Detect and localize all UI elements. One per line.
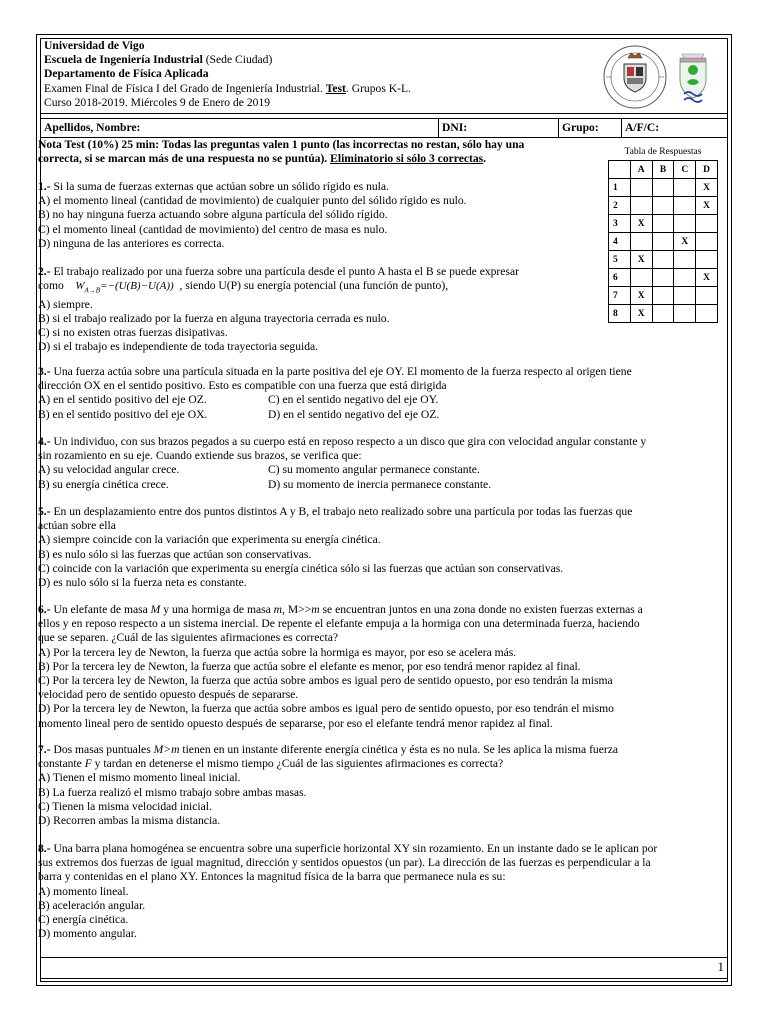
answer-cell[interactable]	[674, 197, 696, 215]
course-date: Curso 2018-2019. Miércoles 9 de Enero de 2019	[44, 95, 271, 109]
question-stem: 5.- En un desplazamiento entre dos puntos distintos A y B, el trabajo neto realizado sobre una partícula por todas las fuerzas que	[38, 505, 633, 518]
answers-caption: Tabla de Respuestas	[624, 147, 702, 157]
answers-table	[608, 146, 718, 323]
header-divider	[40, 113, 728, 114]
dni-field[interactable]: DNI:	[439, 119, 559, 137]
answers-col-header: A	[630, 161, 652, 179]
option-b[interactable]: B) no hay ninguna fuerza actuando sobre alguna partícula del sólido rígido.	[38, 208, 388, 222]
answer-row	[609, 233, 718, 251]
answers-header-row	[609, 161, 718, 179]
answer-cell[interactable]: X	[674, 233, 696, 251]
option-a[interactable]: A) Tienen el mismo momento lineal inicial.	[38, 771, 241, 785]
answer-row	[609, 179, 718, 197]
answer-cell[interactable]: X	[696, 197, 718, 215]
option-d[interactable]: D) Recorren ambas la misma distancia.	[38, 814, 221, 828]
option-d[interactable]: D) en el sentido negativo del eje OZ.	[268, 407, 440, 421]
question-6	[38, 603, 643, 731]
answer-cell[interactable]	[674, 251, 696, 269]
answer-cell[interactable]: X	[630, 215, 652, 233]
option-b[interactable]: B) Por la tercera ley de Newton, la fuerza que actúa sobre el elefante es menor, por eso tendrá menor rapidez al final.	[38, 659, 581, 673]
option-c[interactable]: C) Por la tercera ley de Newton, la fuerza que actúa sobre ambos es igual pero de sentido opuesto, por eso tendrán la misma	[38, 674, 613, 688]
answer-cell[interactable]	[652, 269, 674, 287]
answer-row-number: 1	[609, 179, 631, 197]
student-id-row	[40, 118, 728, 138]
department-name: Departamento de Física Aplicada	[44, 67, 209, 81]
university-seal-logo	[600, 44, 670, 110]
answer-cell[interactable]: X	[630, 251, 652, 269]
answer-cell[interactable]	[696, 215, 718, 233]
afc-field[interactable]: A/F/C:	[625, 121, 660, 134]
answers-grid	[608, 160, 718, 323]
question-8	[38, 842, 657, 941]
option-c[interactable]: C) su momento angular permanece constante.	[268, 463, 480, 477]
question-3	[38, 365, 632, 422]
answer-row-number: 4	[609, 233, 631, 251]
answer-cell[interactable]	[630, 197, 652, 215]
answers-col-header: D	[696, 161, 718, 179]
option-d[interactable]: D) es nulo sólo si la fuerza neta es constante.	[38, 576, 247, 590]
answer-row	[609, 215, 718, 233]
answer-cell[interactable]	[630, 269, 652, 287]
answer-row-number: 5	[609, 251, 631, 269]
answer-cell[interactable]: X	[630, 287, 652, 305]
answer-cell[interactable]: X	[630, 305, 652, 323]
question-stem: constante F y tardan en detenerse el mismo tiempo ¿Cuál de las siguientes afirmaciones es correcta?	[38, 757, 504, 771]
question-2	[38, 265, 519, 355]
question-stem: sin rozamiento en su eje. Cuando extiende sus brazos, se verifica que:	[38, 449, 362, 463]
option-c[interactable]: C) en el sentido negativo del eje OY.	[268, 393, 439, 407]
option-d[interactable]: D) su momento de inercia permanece constante.	[268, 477, 492, 491]
answer-cell[interactable]	[652, 197, 674, 215]
answer-cell[interactable]	[696, 233, 718, 251]
option-c[interactable]: C) Tienen la misma velocidad inicial.	[38, 799, 212, 813]
answer-row	[609, 269, 718, 287]
answer-cell[interactable]	[696, 287, 718, 305]
option-b[interactable]: B) en el sentido positivo del eje OX.	[38, 407, 208, 421]
group-field[interactable]: Grupo:	[559, 119, 622, 137]
option-c[interactable]: C) si no existen otras fuerzas disipativas.	[38, 326, 228, 340]
option-a[interactable]: A) momento lineal.	[38, 884, 129, 898]
school-name: Escuela de Ingeniería Industrial (Sede Ciudad)	[44, 53, 273, 67]
option-d[interactable]: D) ninguna de las anteriores es correcta.	[38, 236, 225, 250]
answer-cell[interactable]	[652, 287, 674, 305]
answers-col-header: C	[674, 161, 696, 179]
question-stem: barra y contenidas en el plano XY. Entonces la magnitud física de la barra que permanece nula es su:	[38, 870, 506, 884]
option-c[interactable]: C) el momento lineal (cantidad de movimiento) del centro de masa es nulo.	[38, 222, 388, 236]
question-stem: 2.- El trabajo realizado por una fuerza sobre una partícula desde el punto A hasta el B se puede expresar	[38, 265, 519, 278]
option-c-cont[interactable]: velocidad pero de sentido opuesto después de separarse.	[38, 688, 299, 702]
answer-cell[interactable]	[652, 251, 674, 269]
question-stem: ellos y en reposo respecto a un sistema inercial. De repente el elefante empuja a la hormiga con una determinada fuerza, haciendo	[38, 617, 640, 631]
option-d[interactable]: D) Por la tercera ley de Newton, la fuerza que actúa sobre ambos es igual pero de sentido opuesto, por eso tendrán el mismo	[38, 702, 614, 716]
answer-cell[interactable]	[652, 179, 674, 197]
option-d-cont[interactable]: momento lineal pero de sentido opuesto después de separarse, por eso el elefante tendrá menor rapidez al final.	[38, 716, 553, 730]
answer-cell[interactable]	[674, 179, 696, 197]
name-field[interactable]: Apellidos, Nombre:	[41, 119, 439, 137]
answer-row-number: 3	[609, 215, 631, 233]
question-stem-formula: como $W_{A\to B}=-(U(B)-U(A))$ , siendo U(P) su energía potencial (una función de punto),	[38, 279, 449, 295]
school-emblem-logo	[674, 48, 712, 108]
option-a[interactable]: A) siempre coincide con la variación que experimenta su energía cinética.	[38, 533, 381, 547]
answer-row-number: 7	[609, 287, 631, 305]
answer-cell[interactable]	[674, 287, 696, 305]
answer-row	[609, 251, 718, 269]
question-stem: 6.- Un elefante de masa M y una hormiga de masa m, M>>m se encuentran juntos en una zona donde no existen fuerzas externas a	[38, 603, 643, 616]
exam-title: Examen Final de Física I del Grado de Ingeniería Industrial. Test. Grupos K-L.	[44, 81, 411, 95]
answer-cell[interactable]	[696, 251, 718, 269]
page-footer	[40, 957, 728, 979]
instructions-note	[38, 138, 524, 166]
question-4	[38, 435, 646, 492]
note-line: correcta, si se marcan más de una respuesta no se puntúa). Eliminatorio si sólo 3 correctas.	[38, 152, 487, 166]
answer-row-number: 8	[609, 305, 631, 323]
answers-col-header: B	[652, 161, 674, 179]
option-b[interactable]: B) su energía cinética crece.	[38, 477, 169, 491]
option-a[interactable]: A) en el sentido positivo del eje OZ.	[38, 393, 207, 407]
exam-header	[44, 39, 584, 110]
answer-row-number: 6	[609, 269, 631, 287]
answer-cell[interactable]	[630, 179, 652, 197]
question-7	[38, 743, 618, 828]
logos	[600, 44, 725, 110]
option-a[interactable]: A) siempre.	[38, 297, 93, 311]
page-number: 1	[717, 959, 724, 974]
answer-cell[interactable]: X	[696, 179, 718, 197]
question-stem: 7.- Dos masas puntuales M>m tienen en un instante diferente energía cinética y ésta es no nula. Se les aplica la misma fuerza	[38, 743, 619, 756]
university-name: Universidad de Vigo	[44, 39, 145, 52]
question-stem: dirección OX en el sentido positivo. Esto es compatible con una fuerza que está dirigida	[38, 379, 447, 393]
answer-cell[interactable]	[652, 305, 674, 323]
option-c[interactable]: C) coincide con la variación que experimenta su energía cinética sólo si las fuerzas que actúan son conservativas.	[38, 561, 564, 575]
answers-corner	[609, 161, 631, 179]
answer-cell[interactable]	[652, 233, 674, 251]
answer-cell[interactable]	[652, 215, 674, 233]
answer-cell[interactable]	[630, 233, 652, 251]
question-stem: 3.- Una fuerza actúa sobre una partícula situada en la parte positiva del eje OY. El momento de la fuerza respecto al origen tiene	[38, 365, 632, 378]
answer-row	[609, 287, 718, 305]
option-b[interactable]: B) La fuerza realizó el mismo trabajo sobre ambas masas.	[38, 785, 307, 799]
answer-cell[interactable]	[696, 305, 718, 323]
question-5	[38, 505, 632, 590]
answer-row	[609, 197, 718, 215]
answer-row-number: 2	[609, 197, 631, 215]
answer-cell[interactable]	[674, 305, 696, 323]
option-c[interactable]: C) energía cinética.	[38, 913, 129, 927]
question-1	[38, 180, 467, 251]
answer-cell[interactable]	[674, 269, 696, 287]
answer-cell[interactable]: X	[696, 269, 718, 287]
note-line: Nota Test (10%) 25 min: Todas las preguntas valen 1 punto (las incorrectas no restan, sólo hay una	[38, 138, 525, 151]
option-b[interactable]: B) aceleración angular.	[38, 898, 146, 912]
option-b[interactable]: B) si el trabajo realizado por la fuerza en alguna trayectoria cerrada es nulo.	[38, 311, 390, 325]
option-d[interactable]: D) momento angular.	[38, 927, 137, 941]
option-a[interactable]: A) su velocidad angular crece.	[38, 463, 180, 477]
option-a[interactable]: A) el momento lineal (cantidad de movimiento) de cualquier punto del sólido rígido es nulo.	[38, 194, 467, 208]
question-stem: 1.- Si la suma de fuerzas externas que actúan sobre un sólido rígido es nula.	[38, 180, 389, 193]
option-b[interactable]: B) es nulo sólo si las fuerzas que actúan son conservativas.	[38, 547, 312, 561]
answer-row	[609, 305, 718, 323]
option-d[interactable]: D) si el trabajo es independiente de toda trayectoria seguida.	[38, 340, 319, 354]
question-stem: que se separen. ¿Cuál de las siguientes afirmaciones es correcta?	[38, 631, 339, 645]
answer-cell[interactable]	[674, 215, 696, 233]
question-stem: sus extremos dos fuerzas de igual magnitud, dirección y sentidos opuestos (un par). La dirección de las fuerzas es perpendicular a la	[38, 856, 651, 870]
question-stem: actúan sobre ella	[38, 519, 116, 533]
option-a[interactable]: A) Por la tercera ley de Newton, la fuerza que actúa sobre la hormiga es mayor, por eso se acelera más.	[38, 645, 517, 659]
question-stem: 8.- Una barra plana homogénea se encuentra sobre una superficie horizontal XY sin rozamiento. En un instante dado se le aplican por	[38, 842, 658, 855]
question-stem: 4.- Un individuo, con sus brazos pegados a su cuerpo está en reposo respecto a un disco que gira con velocidad angular constante y	[38, 435, 647, 448]
